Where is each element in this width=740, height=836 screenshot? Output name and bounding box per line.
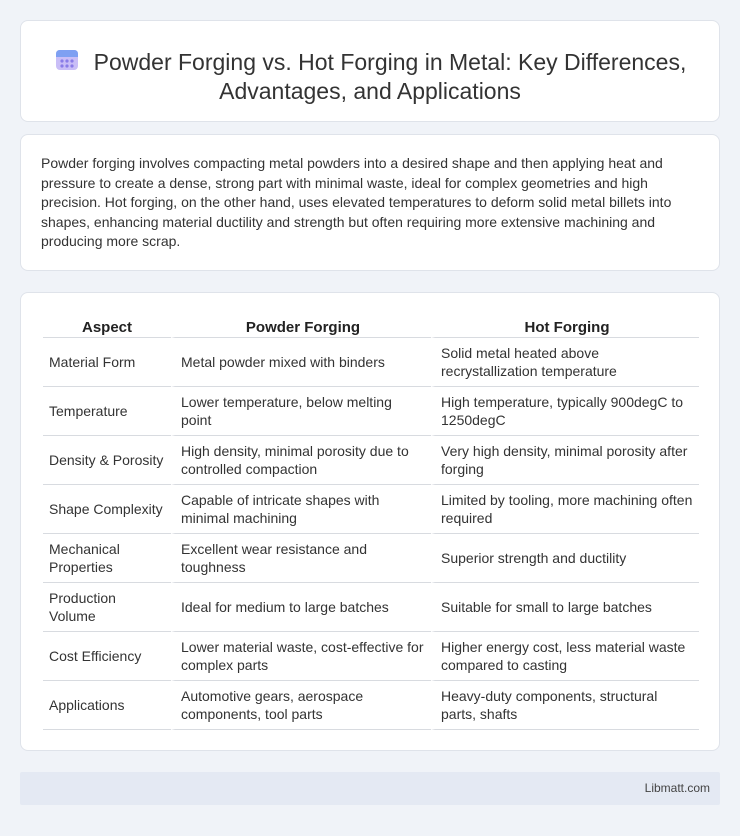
hot-forging-cell: Heavy-duty components, structural parts, shafts (431, 681, 699, 730)
calendar-icon (54, 46, 80, 72)
powder-forging-cell: Lower temperature, below melting point (171, 387, 431, 436)
aspect-cell: Mechanical Properties (43, 534, 171, 583)
aspect-cell: Density & Porosity (43, 436, 171, 485)
comparison-table-card (20, 292, 720, 751)
table-row (43, 681, 699, 730)
footer-bar (20, 772, 720, 805)
comparison-table (43, 315, 699, 730)
footer-brand-link[interactable]: Libmatt.com (644, 781, 710, 795)
intro-paragraph: Powder forging involves compacting metal powders into a desired shape and then applying heat and pressure to create a dense, strong part with minimal waste, ideal for complex geometries and high precision. Hot forging, on the other hand, uses elevated temperatures to deform solid metal billets into shapes, enhancing material ductility and strength but often requiring more extensive machining and producing more scrap. (41, 155, 672, 249)
hot-forging-cell: Higher energy cost, less material waste compared to casting (431, 632, 699, 681)
table-row (43, 338, 699, 387)
hot-forging-cell: Superior strength and ductility (431, 534, 699, 583)
header-aspect: Aspect (43, 315, 171, 338)
powder-forging-cell: Lower material waste, cost-effective for complex parts (171, 632, 431, 681)
powder-forging-cell: High density, minimal porosity due to controlled compaction (171, 436, 431, 485)
table-row (43, 387, 699, 436)
hot-forging-cell: Limited by tooling, more machining often required (431, 485, 699, 534)
table-header-row (43, 315, 699, 338)
powder-forging-cell: Excellent wear resistance and toughness (171, 534, 431, 583)
hot-forging-cell: Suitable for small to large batches (431, 583, 699, 632)
table-row (43, 583, 699, 632)
aspect-cell: Cost Efficiency (43, 632, 171, 681)
hot-forging-cell: Solid metal heated above recrystallization temperature (431, 338, 699, 387)
table-row (43, 632, 699, 681)
page-title: Powder Forging vs. Hot Forging in Metal: Key Differences, Advantages, and Applications (93, 49, 687, 104)
aspect-cell: Temperature (43, 387, 171, 436)
powder-forging-cell: Ideal for medium to large batches (171, 583, 431, 632)
aspect-cell: Shape Complexity (43, 485, 171, 534)
aspect-cell: Material Form (43, 338, 171, 387)
table-row (43, 436, 699, 485)
page-title-block (21, 46, 719, 106)
table-row (43, 485, 699, 534)
intro-card (20, 134, 720, 271)
header-hot-forging: Hot Forging (431, 315, 699, 338)
powder-forging-cell: Metal powder mixed with binders (171, 338, 431, 387)
aspect-cell: Applications (43, 681, 171, 730)
aspect-cell: Production Volume (43, 583, 171, 632)
powder-forging-cell: Capable of intricate shapes with minimal machining (171, 485, 431, 534)
title-card (20, 20, 720, 122)
hot-forging-cell: High temperature, typically 900degC to 1250degC (431, 387, 699, 436)
hot-forging-cell: Very high density, minimal porosity after forging (431, 436, 699, 485)
table-row (43, 534, 699, 583)
powder-forging-cell: Automotive gears, aerospace components, tool parts (171, 681, 431, 730)
header-powder-forging: Powder Forging (171, 315, 431, 338)
